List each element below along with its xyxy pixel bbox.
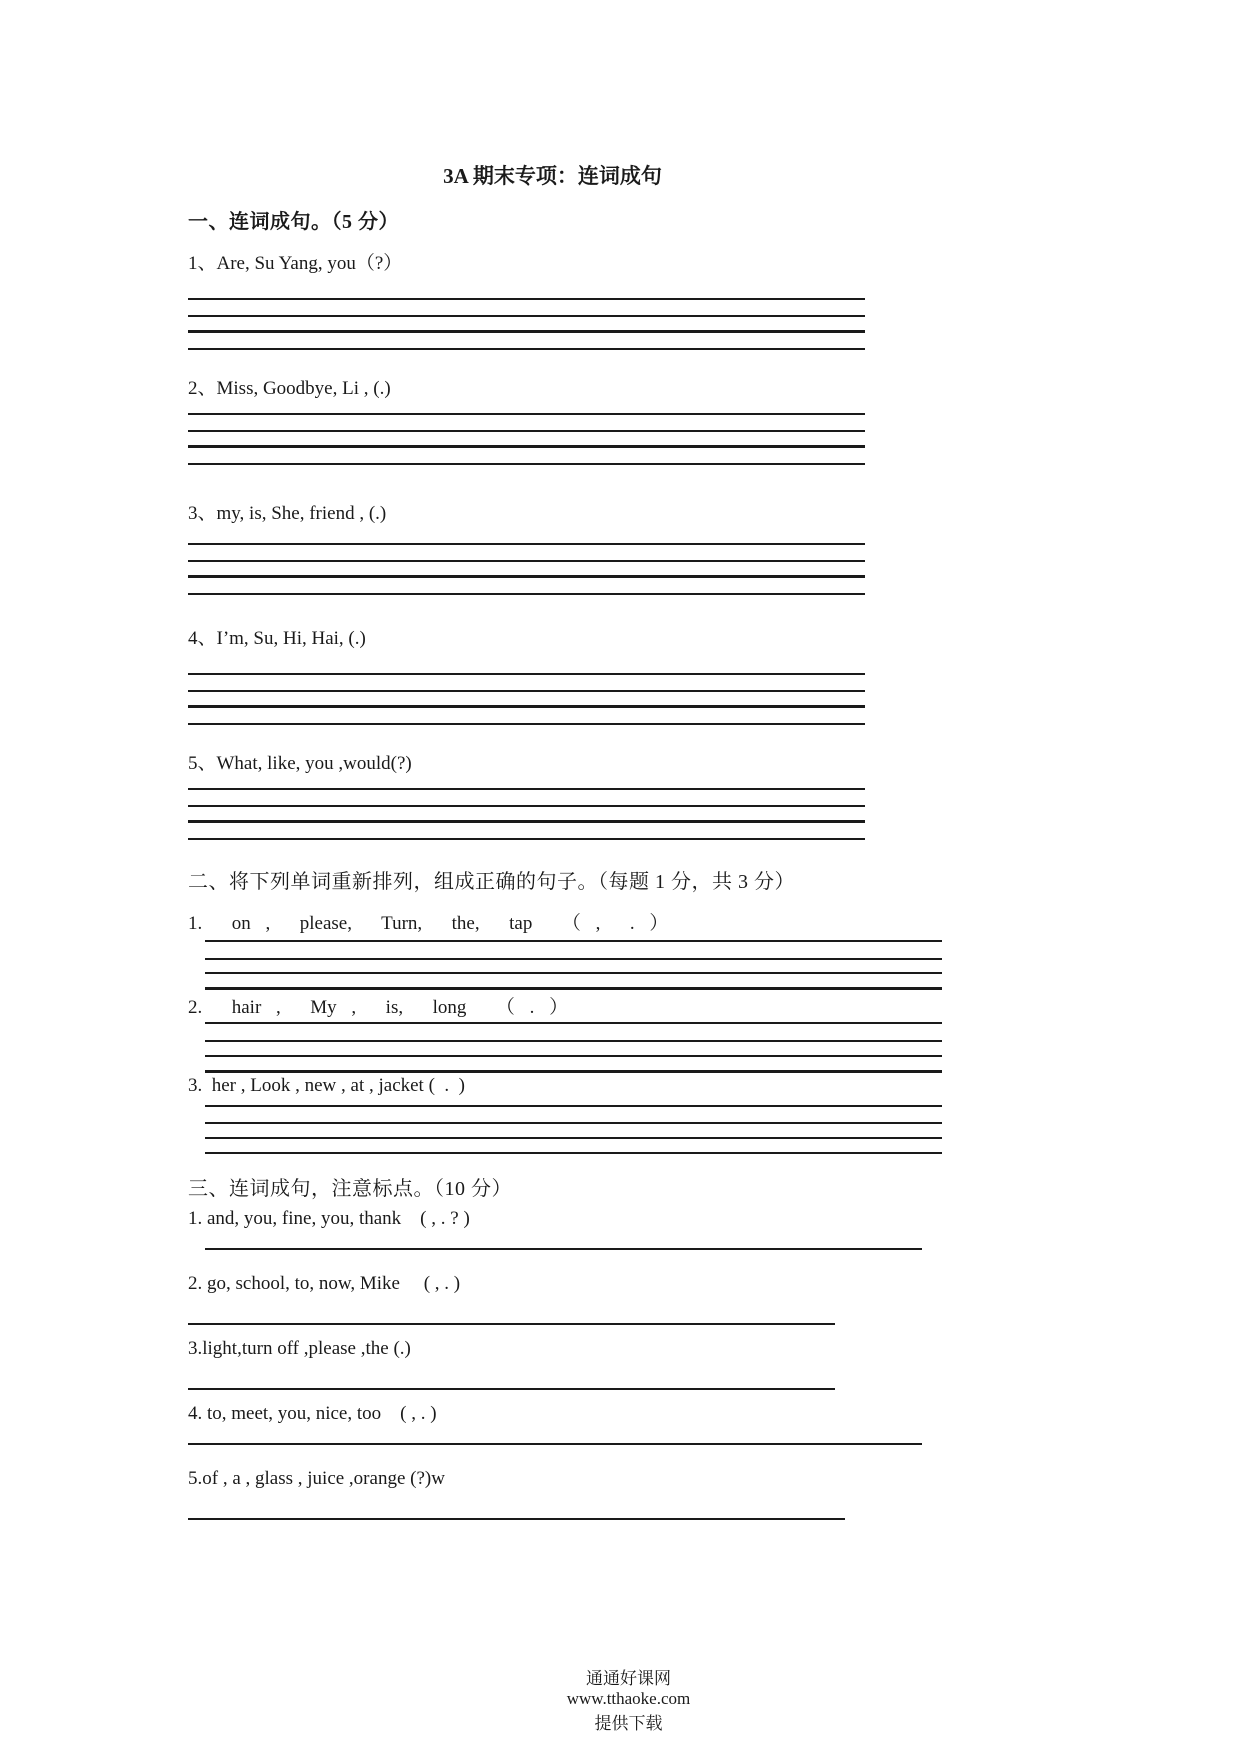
writing-line	[188, 705, 865, 708]
writing-line	[188, 690, 865, 692]
writing-line	[188, 413, 865, 415]
section1-item-4: 4、I’m, Su, Hi, Hai, (.)	[188, 628, 366, 649]
writing-line	[188, 820, 865, 823]
section1-item-3: 3、my, is, She, friend , (.)	[188, 503, 387, 524]
writing-line	[205, 1040, 942, 1042]
writing-line	[188, 575, 865, 578]
writing-line	[188, 788, 865, 790]
writing-line	[188, 805, 865, 807]
section3-heading: 三、连词成句，注意标点。（10 分）	[188, 1178, 512, 1200]
writing-line	[205, 1070, 942, 1073]
writing-line	[188, 348, 865, 350]
writing-line	[188, 673, 865, 675]
footer-url: www.tthaoke.com	[566, 1689, 691, 1708]
answer-line	[188, 1388, 835, 1390]
writing-line	[205, 1055, 942, 1057]
answer-line	[188, 1323, 835, 1325]
section1-heading: 一、连词成句。（5 分）	[188, 211, 399, 233]
answer-line	[205, 1248, 922, 1250]
section1-item-2: 2、Miss, Goodbye, Li , (.)	[188, 378, 391, 399]
page-title: 3A 期末专项：连词成句	[443, 164, 662, 188]
footer-note: 提供下载	[594, 1714, 663, 1733]
writing-line	[188, 298, 865, 300]
section3-item-2: 2. go, school, to, now, Mike ( , . )	[188, 1273, 461, 1294]
writing-line	[205, 1137, 942, 1139]
page-footer	[0, 1644, 1240, 1754]
writing-line	[205, 1022, 942, 1024]
section2-heading: 二、将下列单词重新排列，组成正确的句子。（每题 1 分，共 3 分）	[188, 871, 795, 893]
answer-line	[188, 1443, 922, 1445]
writing-line	[205, 1152, 942, 1154]
writing-line	[188, 445, 865, 448]
section2-item-1: 1. on , please, Turn, the, tap （ , . ）	[188, 913, 669, 934]
writing-line	[188, 838, 865, 840]
section1-item-1: 1、Are, Su Yang, you（?）	[188, 253, 403, 274]
writing-line	[205, 972, 942, 974]
writing-line	[205, 1105, 942, 1107]
writing-line	[205, 987, 942, 990]
writing-line	[188, 593, 865, 595]
writing-line	[188, 430, 865, 432]
writing-line	[205, 958, 942, 960]
section2-item-3: 3. her , Look , new , at , jacket ( . )	[188, 1075, 465, 1096]
section3-item-5: 5.of , a , glass , juice ,orange (?)w	[188, 1468, 445, 1489]
writing-line	[188, 330, 865, 333]
writing-line	[188, 560, 865, 562]
writing-line	[205, 1122, 942, 1124]
writing-line	[188, 723, 865, 725]
answer-line	[188, 1518, 845, 1520]
writing-line	[188, 543, 865, 545]
section2-item-2: 2. hair , My , is, long （ . ）	[188, 997, 569, 1018]
section3-item-3: 3.light,turn off ,please ,the (.)	[188, 1338, 411, 1359]
section3-item-4: 4. to, meet, you, nice, too ( , . )	[188, 1403, 437, 1424]
writing-line	[188, 315, 865, 317]
section3-item-1: 1. and, you, fine, you, thank ( , . ? )	[188, 1208, 470, 1229]
section1-item-5: 5、What, like, you ,would(?)	[188, 753, 412, 774]
footer-site-name: 通通好课网	[586, 1669, 671, 1688]
writing-line	[205, 940, 942, 942]
writing-line	[188, 463, 865, 465]
